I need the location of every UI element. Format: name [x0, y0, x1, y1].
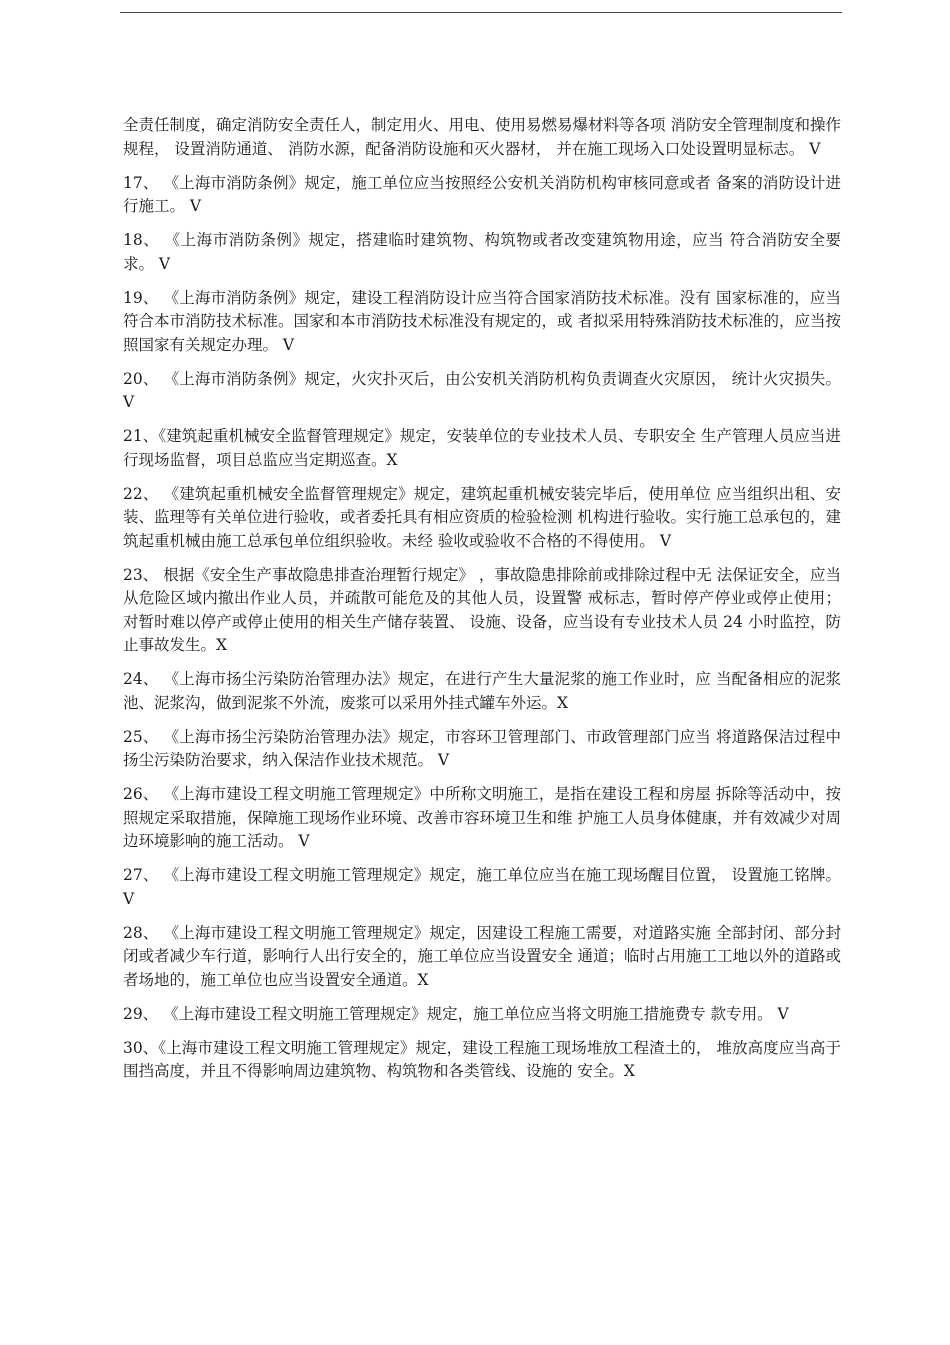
question-25: 25、 《上海市扬尘污染防治管理办法》规定，市容环卫管理部门、市政管理部门应当 将道路保洁过程中扬尘污染防治要求，纳入保洁作业技术规范。 V [123, 727, 841, 769]
question-21: 21、《建筑起重机械安全监督管理规定》规定，安装单位的专业技术人员、专职安全 生产管理人员应当进行现场监督，项目总监应当定期巡查。X [123, 427, 841, 469]
question-26: 26、 《上海市建设工程文明施工管理规定》中所称文明施工，是指在建设工程和房屋 拆除等活动中，按照规定采取措施，保障施工现场作业环境、改善市容环境卫生和维 护施工人员身体健康，并有效减少对周边环境影响的施工活动。 V [123, 785, 841, 850]
question-17: 17、 《上海市消防条例》规定，施工单位应当按照经公安机关消防机构审核同意或者 备案的消防设计进行施工。 V [123, 173, 841, 215]
question-20: 20、 《上海市消防条例》规定，火灾扑灭后，由公安机关消防机构负责调查火灾原因， 统计火灾损失。 V [123, 369, 841, 411]
question-24: 24、 《上海市扬尘污染防治管理办法》规定，在进行产生大量泥浆的施工作业时，应 当配备相应的泥浆池、泥浆沟，做到泥浆不外流，废浆可以采用外挂式罐车外运。X [123, 670, 841, 712]
header-rule [120, 12, 842, 13]
document-body [123, 114, 841, 1094]
paragraph-continuation: 全责任制度，确定消防安全责任人，制定用火、用电、使用易燃易爆材料等各项 消防安全管理制度和操作规程， 设置消防通道、 消防水源，配备消防设施和灭火器材， 并在施工现场入口处设置明显标志。 V [123, 116, 841, 158]
question-18: 18、 《上海市消防条例》规定，搭建临时建筑物、构筑物或者改变建筑物用途，应当 符合消防安全要求。 V [123, 231, 841, 273]
question-29: 29、 《上海市建设工程文明施工管理规定》规定，施工单位应当将文明施工措施费专 款专用。 V [123, 1004, 789, 1023]
question-27: 27、 《上海市建设工程文明施工管理规定》规定，施工单位应当在施工现场醒目位置， 设置施工铭牌。 V [123, 866, 841, 908]
question-28: 28、 《上海市建设工程文明施工管理规定》规定，因建设工程施工需要，对道路实施 全部封闭、部分封闭或者减少车行道，影响行人出行安全的，施工单位应当设置安全 通道；临时占用施工工地以外的道路或者场地的，施工单位也应当设置安全通道。X [123, 923, 841, 989]
question-19: 19、 《上海市消防条例》规定，建设工程消防设计应当符合国家消防技术标准。没有 国家标准的，应当符合本市消防技术标准。国家和本市消防技术标准没有规定的，或 者拟采用特殊消防技术标准的，应当按照国家有关规定办理。 V [123, 288, 841, 354]
question-23: 23、 根据《安全生产事故隐患排查治理暂行规定》 ，事故隐患排除前或排除过程中无 法保证安全，应当从危险区域内撤出作业人员，并疏散可能危及的其他人员，设置警 戒标志，暂时停产停业或停止使用； 对暂时难以停产或停止使用的相关生产储存装置、 设施、设备，应当设有专业技术人员 24 小时监控，防止事故发生。X [123, 565, 841, 654]
question-30: 30、《上海市建设工程文明施工管理规定》规定，建设工程施工现场堆放工程渣土的， 堆放高度应当高于围挡高度，并且不得影响周边建筑物、构筑物和各类管线、设施的 安全。X [123, 1038, 841, 1080]
question-22: 22、 《建筑起重机械安全监督管理规定》规定，建筑起重机械安装完毕后，使用单位 应当组织出租、安装、监理等有关单位进行验收，或者委托具有相应资质的检验检测 机构进行验收。实行施工总承包的，建筑起重机械由施工总承包单位组织验收。未经 验收或验收不合格的不得使用。 V [123, 484, 841, 550]
